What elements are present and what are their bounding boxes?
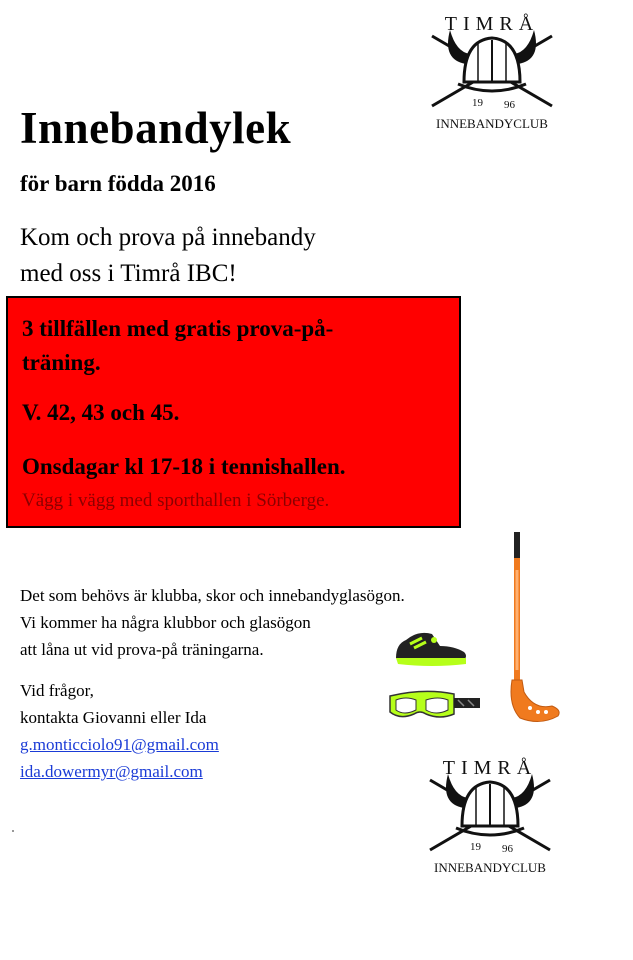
contact-info — [20, 677, 219, 785]
page-title: Innebandylek — [20, 103, 292, 153]
equipment-line: Det som behövs är klubba, skor och innebandyglasögon. — [20, 586, 405, 605]
floorball-stick-image — [500, 530, 565, 730]
intro-line: med oss i Timrå IBC! — [20, 260, 237, 287]
email-link-giovanni[interactable]: g.monticciolo91@gmail.com — [20, 735, 219, 754]
logo-bottom-text: INNEBANDYCLUB — [436, 116, 548, 131]
goggles-image — [384, 686, 484, 724]
contact-line: kontakta Giovanni eller Ida — [20, 708, 207, 727]
contact-line: Vid frågor, — [20, 681, 94, 700]
club-logo-bottom — [410, 748, 570, 876]
intro-line: Kom och prova på innebandy — [20, 224, 316, 251]
highlight-line: 3 tillfällen med gratis prova-på- — [22, 316, 334, 341]
logo-bottom-text: INNEBANDYCLUB — [434, 860, 546, 875]
logo-year-right: 96 — [502, 843, 513, 855]
logo-top-text: TIMRÅ — [444, 13, 540, 35]
stray-dot — [12, 830, 14, 832]
equipment-text — [20, 582, 405, 663]
logo-year-left: 19 — [470, 841, 481, 853]
page-subtitle: för barn födda 2016 — [20, 171, 216, 196]
club-logo-top — [412, 4, 572, 132]
highlight-time: Onsdagar kl 17-18 i tennishallen. — [22, 454, 346, 479]
equipment-line: att låna ut vid prova-på träningarna. — [20, 640, 264, 659]
email-link-ida[interactable]: ida.dowermyr@gmail.com — [20, 762, 203, 781]
highlight-location: Vägg i vägg med sporthallen i Sörberge. — [22, 490, 330, 511]
highlight-weeks: V. 42, 43 och 45. — [22, 400, 180, 425]
highlight-line: träning. — [22, 350, 101, 375]
highlight-box — [6, 296, 461, 528]
logo-top-text: TIMRÅ — [442, 757, 538, 779]
intro-text — [20, 220, 316, 292]
logo-year-left: 19 — [472, 97, 483, 109]
equipment-line: Vi kommer ha några klubbor och glasögon — [20, 613, 311, 632]
logo-year-right: 96 — [504, 99, 515, 111]
